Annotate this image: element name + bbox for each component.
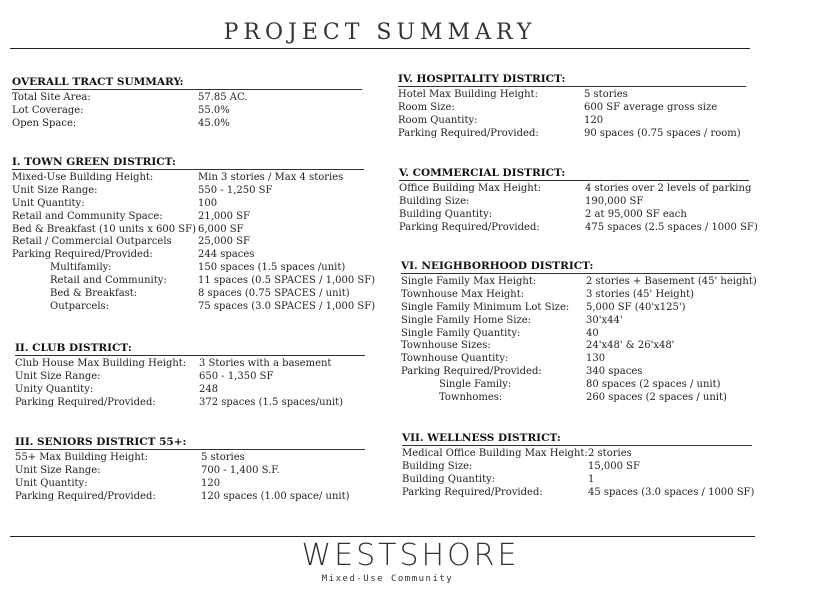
row-label: Building Size: bbox=[399, 195, 470, 207]
row-label: Unity Quantity: bbox=[15, 383, 94, 395]
section-heading: VII. WELLNESS DISTRICT: bbox=[402, 432, 752, 446]
row-label: Townhouse Max Height: bbox=[401, 288, 525, 300]
row-value: 248 bbox=[199, 383, 219, 395]
row-label: Parking Required/Provided: bbox=[398, 127, 539, 139]
row-value: 80 spaces (2 spaces / unit) bbox=[586, 379, 721, 391]
row-label: Building Quantity: bbox=[402, 473, 496, 485]
title-divider bbox=[10, 48, 750, 49]
summary-row bbox=[15, 384, 365, 397]
row-value: 55.0% bbox=[198, 104, 230, 116]
summary-row bbox=[402, 461, 752, 474]
summary-row bbox=[12, 172, 364, 185]
summary-row bbox=[402, 474, 752, 487]
row-value: 2 at 95,000 SF each bbox=[585, 208, 687, 220]
commercial-section bbox=[399, 167, 758, 235]
section-heading: IV. HOSPITALITY DISTRICT: bbox=[398, 73, 746, 87]
row-label: Building Size: bbox=[402, 460, 473, 472]
row-label: Townhouse Sizes: bbox=[401, 340, 491, 352]
row-value: 550 - 1,250 SF bbox=[198, 184, 273, 196]
row-value: 25,000 SF bbox=[198, 236, 250, 248]
summary-row bbox=[12, 105, 362, 118]
row-label: Lot Coverage: bbox=[12, 104, 84, 116]
row-label: Parking Required/Provided: bbox=[15, 490, 156, 502]
row-value: 21,000 SF bbox=[198, 210, 250, 222]
row-value: 11 spaces (0.5 SPACES / 1,000 SF) bbox=[198, 275, 376, 287]
summary-row bbox=[399, 196, 749, 209]
row-label: Parking Required/Provided: bbox=[12, 249, 153, 261]
row-value: 1 bbox=[588, 473, 595, 485]
row-label: Mixed-Use Building Height: bbox=[12, 172, 154, 183]
summary-row bbox=[401, 366, 751, 379]
row-value: 75 spaces (3.0 SPACES / 1,000 SF) bbox=[198, 300, 376, 312]
row-label: Retail / Commercial Outparcels bbox=[12, 236, 172, 248]
row-label: 55+ Max Building Height: bbox=[15, 452, 149, 463]
row-label: Retail and Community: bbox=[50, 275, 167, 287]
row-value: Min 3 stories / Max 4 stories bbox=[198, 172, 344, 183]
row-label: Club House Max Building Height: bbox=[15, 358, 187, 369]
row-label: Multifamily: bbox=[50, 262, 112, 274]
row-value: 5 stories bbox=[584, 89, 628, 100]
row-value: 15,000 SF bbox=[588, 460, 640, 472]
row-label: Total Site Area: bbox=[12, 92, 91, 103]
row-value: 340 spaces bbox=[586, 366, 643, 378]
row-label: Open Space: bbox=[12, 117, 77, 129]
summary-row bbox=[12, 118, 362, 131]
row-label: Single Family: bbox=[439, 379, 512, 391]
summary-row bbox=[398, 102, 746, 115]
wellness-section bbox=[402, 432, 755, 500]
summary-row bbox=[12, 185, 364, 198]
summary-row bbox=[12, 236, 364, 249]
summary-row bbox=[402, 448, 752, 461]
overall-tract-section bbox=[12, 76, 362, 131]
hospitality-section bbox=[398, 73, 746, 141]
summary-row bbox=[401, 353, 751, 366]
summary-row bbox=[12, 262, 364, 275]
section-heading: I. TOWN GREEN DISTRICT: bbox=[12, 156, 364, 170]
logo-tagline: Mixed-Use Community bbox=[321, 574, 454, 584]
row-label: Single Family Quantity: bbox=[401, 327, 521, 339]
row-label: Single Family Max Height: bbox=[401, 276, 537, 287]
summary-row bbox=[15, 465, 365, 478]
row-value: 700 - 1,400 S.F. bbox=[201, 464, 280, 476]
summary-row bbox=[401, 379, 751, 392]
row-value: 120 bbox=[584, 114, 604, 126]
row-label: Retail and Community Space: bbox=[12, 210, 163, 222]
row-value: 57.85 AC. bbox=[198, 92, 248, 103]
row-value: 24'x48' & 26'x48' bbox=[586, 340, 675, 352]
summary-row bbox=[12, 275, 376, 288]
row-label: Building Quantity: bbox=[399, 208, 493, 220]
row-value: 150 spaces (1.5 spaces /unit) bbox=[198, 262, 346, 274]
summary-row bbox=[401, 328, 751, 341]
summary-row bbox=[15, 452, 365, 465]
row-label: Townhomes: bbox=[439, 392, 503, 404]
row-value: 130 bbox=[586, 353, 606, 365]
row-value: 30'x44' bbox=[586, 314, 623, 326]
section-heading: VI. NEIGHBORHOOD DISTRICT: bbox=[401, 260, 751, 274]
row-label: Single Family Home Size: bbox=[401, 314, 532, 326]
row-value: 90 spaces (0.75 spaces / room) bbox=[584, 127, 741, 139]
row-label: Unit Size Range: bbox=[12, 184, 98, 196]
row-value: 5 stories bbox=[201, 452, 245, 463]
row-value: 45.0% bbox=[198, 117, 230, 129]
footer-divider bbox=[10, 536, 755, 537]
summary-row bbox=[401, 340, 751, 353]
row-label: Townhouse Quantity: bbox=[401, 353, 509, 365]
summary-row bbox=[12, 92, 362, 105]
section-heading: OVERALL TRACT SUMMARY: bbox=[12, 76, 362, 90]
summary-row bbox=[12, 211, 364, 224]
row-value: 6,000 SF bbox=[198, 223, 244, 235]
row-label: Single Family Minimum Lot Size: bbox=[401, 301, 570, 313]
row-label: Parking Required/Provided: bbox=[401, 366, 542, 378]
row-label: Parking Required/Provided: bbox=[399, 221, 540, 233]
row-label: Parking Required/Provided: bbox=[15, 396, 156, 408]
row-label: Office Building Max Height: bbox=[399, 183, 542, 194]
summary-row bbox=[12, 300, 376, 314]
row-label: Unit Quantity: bbox=[15, 477, 88, 489]
row-value: 2 stories bbox=[588, 448, 632, 459]
section-heading: V. COMMERCIAL DISTRICT: bbox=[399, 167, 749, 181]
row-value: 40 bbox=[586, 327, 599, 339]
row-value: 120 bbox=[201, 477, 221, 489]
row-value: 600 SF average gross size bbox=[584, 101, 718, 113]
summary-row bbox=[398, 115, 746, 128]
section-heading: II. CLUB DISTRICT: bbox=[15, 342, 365, 356]
summary-row bbox=[401, 315, 751, 328]
row-label: Room Quantity: bbox=[398, 114, 478, 126]
summary-row bbox=[399, 183, 752, 196]
row-label: Bed & Breakfast (10 units x 600 SF) bbox=[12, 223, 196, 235]
row-label: Unit Size Range: bbox=[15, 464, 101, 476]
neighborhood-section bbox=[401, 260, 757, 405]
row-value: 650 - 1,350 SF bbox=[199, 370, 274, 382]
row-value: 372 spaces (1.5 spaces/unit) bbox=[199, 396, 344, 408]
westshore-logo: WESTSHORE bbox=[301, 538, 520, 573]
summary-row bbox=[15, 491, 365, 504]
town-green-section bbox=[12, 156, 376, 314]
summary-row bbox=[15, 397, 365, 410]
row-value: 190,000 SF bbox=[585, 195, 644, 207]
row-value: 100 bbox=[198, 197, 218, 209]
row-value: 260 spaces (2 spaces / unit) bbox=[586, 392, 727, 404]
row-label: Room Size: bbox=[398, 101, 455, 113]
summary-row bbox=[401, 289, 751, 302]
summary-row bbox=[399, 209, 749, 222]
row-label: Outparcels: bbox=[50, 300, 110, 312]
summary-row bbox=[398, 128, 746, 141]
summary-row bbox=[12, 288, 364, 301]
summary-row bbox=[401, 276, 757, 289]
row-label: Medical Office Building Max Height: bbox=[402, 448, 588, 459]
seniors-section bbox=[15, 436, 365, 504]
row-value: 8 spaces (0.75 SPACES / unit) bbox=[198, 288, 350, 300]
summary-row bbox=[12, 249, 364, 262]
summary-row bbox=[12, 198, 364, 211]
row-value: 5,000 SF (40'x125') bbox=[586, 301, 686, 313]
summary-row bbox=[401, 392, 751, 405]
club-section bbox=[15, 342, 365, 410]
row-value: 3 stories (45' Height) bbox=[586, 288, 695, 300]
row-label: Bed & Breakfast: bbox=[50, 288, 138, 300]
row-value: 244 spaces bbox=[198, 249, 255, 261]
summary-row bbox=[398, 89, 746, 102]
summary-row bbox=[401, 302, 751, 315]
section-heading: III. SENIORS DISTRICT 55+: bbox=[15, 436, 365, 450]
row-label: Unit Quantity: bbox=[12, 197, 85, 209]
row-label: Unit Size Range: bbox=[15, 370, 101, 382]
row-label: Hotel Max Building Height: bbox=[398, 89, 538, 100]
summary-row bbox=[399, 221, 758, 235]
row-value: 4 stories over 2 levels of parking bbox=[585, 183, 752, 194]
summary-row bbox=[12, 224, 364, 237]
page-title: PROJECT SUMMARY bbox=[223, 20, 537, 45]
row-value: 475 spaces (2.5 spaces / 1000 SF) bbox=[585, 221, 758, 233]
row-value: 120 spaces (1.00 space/ unit) bbox=[201, 490, 350, 502]
row-value: 2 stories + Basement (45' height) bbox=[586, 276, 757, 287]
summary-row bbox=[15, 478, 365, 491]
summary-row bbox=[15, 358, 365, 371]
row-label: Parking Required/Provided: bbox=[402, 486, 543, 498]
summary-row bbox=[402, 486, 755, 500]
row-value: 45 spaces (3.0 spaces / 1000 SF) bbox=[588, 486, 755, 498]
row-value: 3 Stories with a basement bbox=[199, 358, 332, 369]
summary-row bbox=[15, 371, 365, 384]
